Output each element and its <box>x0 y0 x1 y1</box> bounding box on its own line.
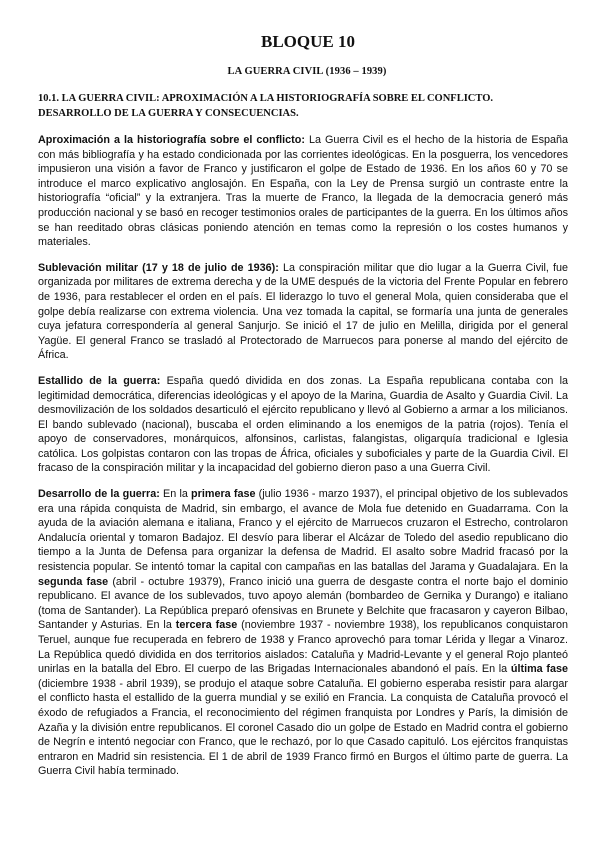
paragraph-text: España quedó dividida en dos zonas. La España republicana contaba con la legitimidad democrática, diferencias ideológicas y el apoyo de la Marina, Guardia de Asalto y Guardia Civil. La desmovilización de los soldados desarticuló el ejército republicano y llevó al Gobierno a armar a los milicianos. El bando sublevado (nacional), buscaba el orden eliminando a los enemigos de la patria (rojos). Tenía el apoyo de conservadores, monárquicos, alfonsinos, carlistas, falangistas, oligarquía tradicional e Iglesia católica. Los golpistas contaron con las tropas de África, oficiales y suboficiales y parte de la Guardia Civil. El fracaso de la conspiración militar y la incapacidad del gobierno dieron paso a una Guerra Civil. <box>38 374 568 475</box>
paragraph-text: En la <box>159 488 192 501</box>
paragraph-aproximacion <box>38 133 568 250</box>
paragraph-estallido <box>38 374 568 476</box>
phase-label-last: última fase <box>510 663 568 676</box>
phase-label-second: segunda fase <box>38 575 109 588</box>
paragraph-heading: Sublevación militar (17 y 18 de julio de 1936): <box>38 261 279 274</box>
paragraph-text: (julio 1936 - marzo 1937), el principal objetivo de los sublevados era una rápida conquista de Madrid, sin embargo, el avance de Mola fue detenido en Guadarrama. Con la ayuda de la aviación alemana e italiana, Franco y el ejército de Marruecos cruzaron el Estrecho, controlaron Andalucía oriental y tomaron Badajoz. El desvío para liberar el Alcázar de Toledo del asedio republicano dio tiempo a la Junta de Defensa para organizar la defensa de Madrid. El asalto sobre Madrid fracasó por la resistencia popular. Se intentó tomar la capital con campañas en las batallas del Jarama y Guadalajara. En la <box>38 488 568 574</box>
paragraph-text: (diciembre 1938 - abril 1939), se produjo el ataque sobre Cataluña. El gobierno esperaba resistir para alargar el conflicto hasta el estallido de la guerra mundial y se exilió en Francia. La conquista de Cataluña provocó el éxodo de refugiados a Francia, el reconocimiento del régimen franquista por Londres y París, la dimisión de Azaña y la división entre republicanos. El coronel Casado dio un golpe de Estado en Madrid contra el gobierno de Negrín e intentó negociar con Franco, que le rechazó, por lo que Casado capituló. Los ejércitos franquistas entraron en Madrid sin resistencia. El 1 de abril de 1939 Franco firmó en Burgos el último parte de guerra. La Guerra Civil había terminado. <box>38 677 568 778</box>
phase-label-first: primera fase <box>191 488 256 501</box>
paragraph-heading: Aproximación a la historiografía sobre el conflicto: <box>38 134 305 146</box>
paragraph-text: La conspiración militar que dio lugar a la Guerra Civil, fue organizada por militares de extrema derecha y de la UME después de la victoria del Frente Popular en febrero de 1936, para restablecer el orden en el país. El liderazgo lo tuvo el general Mola, quien consideraba que el golpe debía realizarse con extrema violencia. Una vez tomada la capital, se formaría una junta de generales cuya jefatura correspondería al general Sanjurjo. Se inició el 17 de julio en Melilla, dirigida por el general Yagüe. El general Franco se trasladó al Protectorado de Marruecos para ponerse al mando del ejército de África. <box>38 261 568 362</box>
paragraph-text: La Guerra Civil es el hecho de la historia de España con más bibliografía y ha estado condicionada por las corrientes ideológicas. En la posguerra, los vencedores impusieron una visión a favor de Franco y justificaron el golpe de Estado de 1936. En los años 60 y 70 se introduce el marco explicativo anglosajón. En España, con la Ley de Prensa surgió un contraste entre la historiografía “oficial” y la extranjera. Tras la muerte de Franco, la llegada de la democracia generó más producción nacional y se basó en recoger testimonios orales de participantes de la guerra. En los últimos años se han reeditado obras clásicas poniendo atención en temas como la represión o los costes humanos y materiales. <box>38 134 568 249</box>
paragraph-sublevacion <box>38 261 568 363</box>
paragraph-text: (noviembre 1937 - noviembre 1938), los republicanos conquistaron Teruel, aunque fue recuperada en febrero de 1938 y Franco aprovechó para tomar Lérida y llegar a Vinaroz. La República quedó dividida en dos territorios aislados: Cataluña y Madrid-Levante y el general Rojo planteó unirlas en la batalla del Ebro. El cuerpo de las Brigadas Internacionales abandonó el país. En la <box>38 619 568 676</box>
page-title: BLOQUE 10 <box>261 32 355 51</box>
section-heading: 10.1. LA GUERRA CIVIL: APROXIMACIÓN A LA HISTORIOGRAFÍA SOBRE EL CONFLICTO. DESARROLLO DE LA GUERRA Y CONSECUENCIAS. <box>38 93 493 119</box>
paragraph-text: (abril - octubre 19379), Franco inició una guerra de desgaste contra el norte bajo el dominio republicano. El avance de los sublevados, tuvo apoyo alemán (bombardeo de Gernika y Durango) e italiano (toma de Santander). La República preparó ofensivas en Brunete y Belchite que fracasaron y cayeron Bilbao, Santander y Asturias. En la <box>38 575 568 632</box>
document-page <box>38 32 568 790</box>
paragraph-heading: Estallido de la guerra: <box>38 374 161 387</box>
paragraph-desarrollo <box>38 487 568 779</box>
phase-label-third: tercera fase <box>175 619 238 632</box>
paragraph-heading: Desarrollo de la guerra: <box>38 488 160 501</box>
page-subtitle: LA GUERRA CIVIL (1936 – 1939) <box>227 66 387 77</box>
